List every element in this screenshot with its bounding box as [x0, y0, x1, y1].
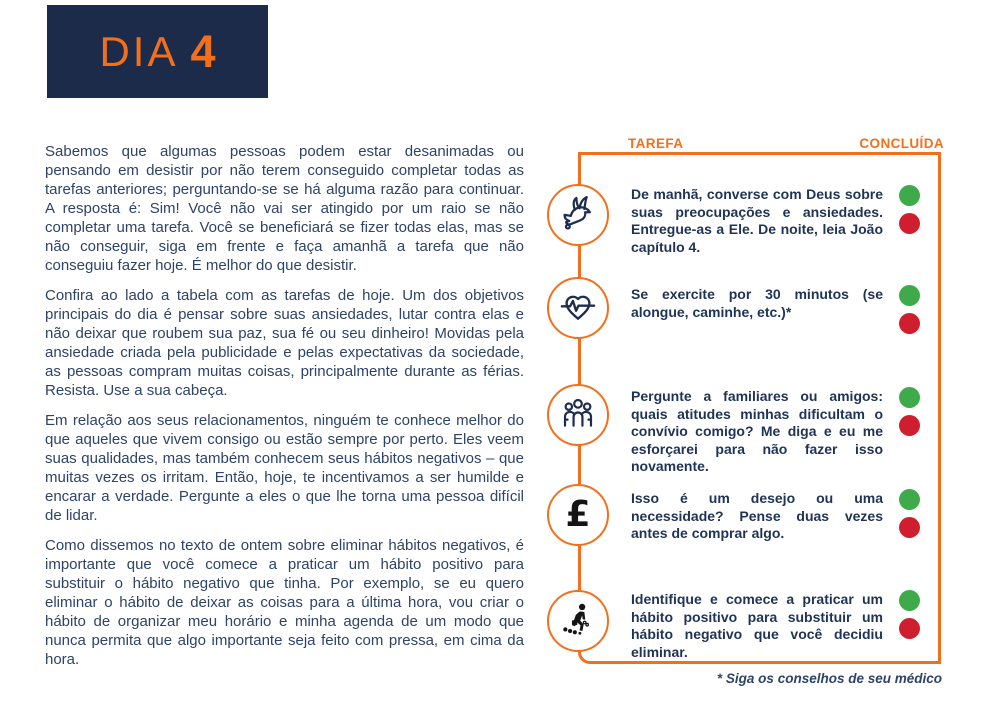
task-icon-badge	[547, 384, 609, 446]
column-header-done: CONCLUÍDA	[859, 136, 944, 151]
task-status-dots	[899, 185, 921, 234]
article-paragraph-3: Em relação aos seus relacionamentos, ninguém te conhece melhor do que aqueles que vivem consigo ou estão sempre por perto. Eles veem suas qualidades, mas também conhecem seus hábitos negativos – que muitas vezes os irritam. Então, hoje, te incentivamos a ser humilde e encarar a verdade. Pergunte a eles o que lhe torna uma pessoa difícil de lidar.	[45, 412, 524, 524]
medical-footnote: * Siga os conselhos de seu médico	[716, 671, 942, 686]
done-dot[interactable]	[899, 387, 920, 408]
article-paragraph-2: Confira ao lado a tabela com as tarefas de hoje. Um dos objetivos principais do dia é pensar sobre suas ansiedades, lutar contra elas e não deixar que roubem sua paz, sua fé ou seu dinheiro! Movidas pela ansiedade criada pela publicidade e pelas expectativas da sociedade, as pessoas compram muitas coisas, principalmente durante as férias. Resista. Use a sua cabeça.	[45, 287, 524, 399]
task-status-dots	[899, 387, 921, 436]
article-paragraph-4: Como dissemos no texto de ontem sobre eliminar hábitos negativos, é importante que você comece a praticar um hábito positivo para substituir o hábito negativo que tinha. Por exemplo, se eu quero eliminar o hábito de deixar as coisas para a última hora, vou criar o hábito de organizar meu horário e minha agenda de um modo que nunca permita que algo importante seja feito com pressa, em cima da hora.	[45, 537, 524, 668]
task-status-dots	[899, 590, 921, 639]
day-number: 4	[190, 25, 216, 77]
not-done-dot[interactable]	[899, 618, 920, 639]
checklist-headers	[578, 136, 944, 152]
checklist-panel	[565, 152, 941, 664]
done-dot[interactable]	[899, 590, 920, 611]
done-dot[interactable]	[899, 185, 920, 206]
not-done-dot[interactable]	[899, 517, 920, 538]
task-icon-badge	[547, 590, 609, 652]
task-icon-badge	[547, 184, 609, 246]
heart-pulse-icon	[559, 287, 597, 330]
family-icon	[559, 394, 597, 437]
day-label: DIA	[99, 27, 179, 75]
task-text: Identifique e comece a praticar um hábito positivo para substituir um hábito negativo que você decidiu eliminar.	[631, 591, 883, 660]
article-paragraph-1: Sabemos que algumas pessoas podem estar desanimadas ou pensando em desistir por não terem conseguido completar todas as tarefas anteriores; perguntando-se se há alguma razão para continuar. A resposta é: Sim! Você não vai ser atingido por um raio se não completar uma tarefa. Você se beneficiará se fizer todas elas, mas se não conseguir, siga em frente e faça amanhã a tarefa que não conseguiu fazer hoje. É melhor do que desistir.	[45, 143, 524, 274]
pound-icon: £	[565, 494, 591, 535]
task-text: Se exercite por 30 minutos (se alongue, caminhe, etc.)*	[631, 286, 883, 320]
done-dot[interactable]	[899, 285, 920, 306]
article-text	[45, 142, 524, 680]
not-done-dot[interactable]	[899, 415, 920, 436]
done-dot[interactable]	[899, 489, 920, 510]
task-text: De manhã, converse com Deus sobre suas preocupações e ansiedades. Entregue-as a Ele. De noite, leia João capítulo 4.	[631, 186, 883, 255]
task-icon-badge	[547, 484, 609, 546]
not-done-dot[interactable]	[899, 213, 920, 234]
task-icon-badge	[547, 277, 609, 339]
not-done-dot[interactable]	[899, 313, 920, 334]
dove-icon	[559, 194, 597, 237]
column-header-task: TAREFA	[628, 136, 684, 151]
day-banner	[47, 5, 268, 98]
task-text: Isso é um desejo ou uma necessidade? Pense duas vezes antes de comprar algo.	[631, 490, 883, 541]
task-status-dots	[899, 285, 921, 334]
task-status-dots	[899, 489, 921, 538]
task-text: Pergunte a familiares ou amigos: quais atitudes minhas dificultam o convívio comigo? Me diga e eu me esforçarei para não fazer isso novamente.	[631, 388, 883, 474]
walking-person-icon	[559, 600, 597, 643]
